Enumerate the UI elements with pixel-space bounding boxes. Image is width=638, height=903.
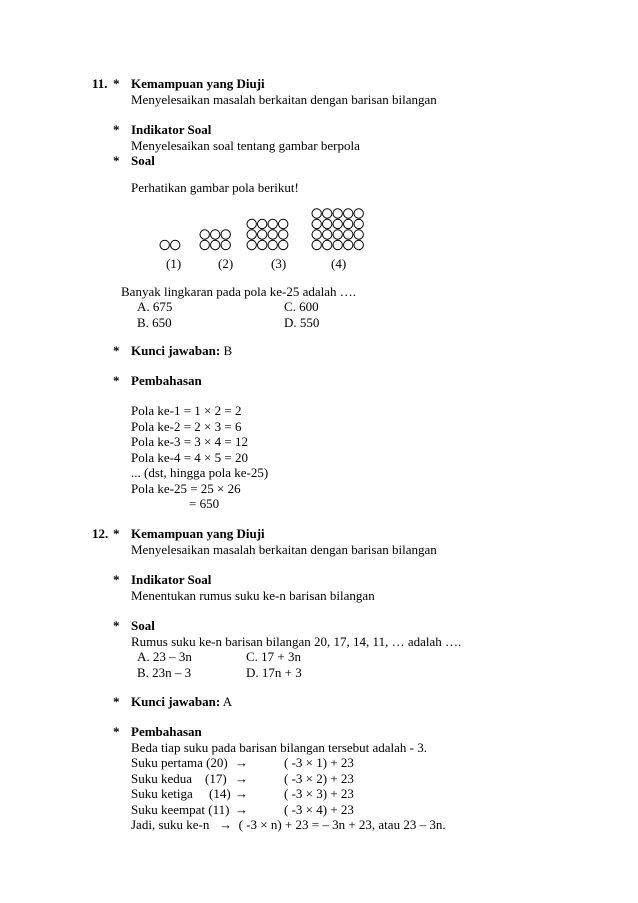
q11-bullet-soal: *	[113, 153, 120, 168]
pattern-4-circle	[312, 240, 321, 249]
q12-bullet-soal: *	[113, 618, 120, 633]
q12-row-1-label: Suku pertama (20)	[131, 755, 228, 770]
q12-bullet-indikator: *	[113, 572, 120, 587]
pattern-4-circle	[354, 230, 363, 239]
figure-label-2: (2)	[218, 256, 234, 271]
pattern-4-circle	[312, 209, 321, 218]
pattern-3-circle	[258, 219, 267, 228]
q11-option-b: B. 650	[137, 315, 172, 330]
pattern-3-circle	[268, 219, 277, 228]
q11-pembahasan-line-3: Pola ke-3 = 3 × 4 = 12	[131, 434, 248, 449]
q11-kemampuan-label: Kemampuan yang Diuji	[131, 76, 265, 91]
pattern-4-circle	[333, 230, 342, 239]
q11-indikator-label: Indikator Soal	[131, 122, 212, 137]
q11-pembahasan-line-4: Pola ke-4 = 4 × 5 = 20	[131, 450, 248, 465]
q12-row-3-expr: ( -3 × 3) + 23	[284, 786, 354, 801]
pattern-3-circle	[258, 240, 267, 249]
q11-pembahasan-line-1: Pola ke-1 = 1 × 2 = 2	[131, 403, 242, 418]
q11-pembahasan-label: Pembahasan	[131, 373, 202, 388]
q11-option-a: A. 675	[137, 299, 173, 314]
q12-indikator-text: Menentukan rumus suku ke-n barisan bilangan	[131, 588, 375, 603]
pattern-4-circle	[354, 209, 363, 218]
pattern-3-circle	[268, 230, 277, 239]
pattern-3-circle	[247, 219, 256, 228]
q12-row-1-arrow: →	[235, 755, 248, 770]
pattern-3-circle	[279, 240, 288, 249]
q11-kunci	[131, 343, 232, 358]
circle-pattern-svg	[150, 200, 390, 260]
pattern-3-circle	[258, 230, 267, 239]
q12-row-1-expr: ( -3 × 1) + 23	[284, 755, 354, 770]
pattern-4-circle	[323, 230, 332, 239]
q12-pembahasan-label: Pembahasan	[131, 724, 202, 739]
q11-number: 11.	[92, 76, 108, 91]
q12-number: 12.	[92, 526, 109, 541]
pattern-2-circle	[200, 230, 209, 239]
pattern-2-circle	[221, 240, 230, 249]
pattern-2-circle	[211, 240, 220, 249]
pattern-4-circle	[333, 219, 342, 228]
q11-pembahasan-line-6: Pola ke-25 = 25 × 26	[131, 481, 241, 496]
figure-label-4: (4)	[331, 256, 347, 271]
pattern-4-circle	[344, 230, 353, 239]
q12-row-4-arrow: →	[235, 802, 248, 817]
pattern-4-circle	[323, 209, 332, 218]
q11-bullet-kemampuan: *	[113, 76, 120, 91]
pattern-3-circle	[279, 230, 288, 239]
q12-question: Rumus suku ke-n barisan bilangan 20, 17, 14, 11, … adalah ….	[131, 634, 462, 649]
pattern-2-circle	[221, 230, 230, 239]
pattern-4-circle	[344, 240, 353, 249]
pattern-3-circle	[247, 240, 256, 249]
pattern-4-circle	[323, 219, 332, 228]
q12-kunci-value: A	[222, 694, 233, 709]
q12-kemampuan-text: Menyelesaikan masalah berkaitan dengan barisan bilangan	[131, 542, 437, 557]
pattern-4-circle	[323, 240, 332, 249]
q12-kemampuan-label: Kemampuan yang Diuji	[131, 526, 265, 541]
pattern-2-circle	[211, 230, 220, 239]
pattern-3-circle	[268, 240, 277, 249]
q11-option-c: C. 600	[284, 299, 319, 314]
pattern-4-circle	[333, 240, 342, 249]
q12-bullet-kunci: *	[113, 694, 120, 709]
q12-beda-line: Beda tiap suku pada barisan bilangan tersebut adalah - 3.	[131, 740, 428, 755]
q12-option-c: C. 17 + 3n	[246, 649, 302, 664]
q12-row-2-label: Suku kedua (17)	[131, 771, 227, 786]
q11-bullet-kunci: *	[113, 343, 120, 358]
q11-kunci-label: Kunci jawaban:	[131, 343, 221, 358]
q12-row-2-expr: ( -3 × 2) + 23	[284, 771, 354, 786]
q11-soal-label: Soal	[131, 153, 155, 168]
q11-option-d: D. 550	[284, 315, 320, 330]
q12-row-2-arrow: →	[235, 771, 248, 786]
q12-kunci	[131, 694, 232, 709]
q11-pembahasan-line-5: ... (dst, hingga pola ke-25)	[131, 465, 269, 480]
pattern-1-circle	[160, 240, 169, 249]
q12-option-b: B. 23n – 3	[137, 665, 192, 680]
pattern-4-circle	[312, 219, 321, 228]
q11-kunci-value: B	[223, 343, 233, 358]
q11-bullet-indikator: *	[113, 122, 120, 137]
q12-bullet-kemampuan: *	[113, 526, 120, 541]
pattern-1-circle	[171, 240, 180, 249]
q12-row-4-label: Suku keempat (11)	[131, 802, 230, 817]
q11-kemampuan-text: Menyelesaikan masalah berkaitan dengan barisan bilangan	[131, 92, 437, 107]
q11-soal-intro: Perhatikan gambar pola berikut!	[131, 180, 299, 195]
figure-label-1: (1)	[166, 256, 182, 271]
q11-pembahasan-line-2: Pola ke-2 = 2 × 3 = 6	[131, 419, 242, 434]
pattern-4-circle	[354, 219, 363, 228]
q11-pembahasan-line-7: = 650	[189, 496, 220, 511]
q12-bullet-pembahasan: *	[113, 724, 120, 739]
pattern-4-circle	[344, 209, 353, 218]
pattern-4-circle	[312, 230, 321, 239]
q11-question: Banyak lingkaran pada pola ke-25 adalah ….	[121, 284, 356, 299]
q12-kunci-label: Kunci jawaban:	[131, 694, 221, 709]
q11-bullet-pembahasan: *	[113, 373, 120, 388]
q12-option-a: A. 23 – 3n	[137, 649, 192, 664]
q12-final-line: Jadi, suku ke-n → ( -3 × n) + 23 = – 3n + 23, atau 23 – 3n.	[131, 817, 446, 832]
q12-row-4-expr: ( -3 × 4) + 23	[284, 802, 354, 817]
q12-soal-label: Soal	[131, 618, 155, 633]
pattern-2-circle	[200, 240, 209, 249]
q12-row-3-arrow: →	[235, 786, 248, 801]
q12-option-d: D. 17n + 3	[246, 665, 302, 680]
q11-indikator-text: Menyelesaikan soal tentang gambar berpola	[131, 138, 360, 153]
circle-pattern-figure	[150, 200, 390, 260]
pattern-4-circle	[333, 209, 342, 218]
q12-indikator-label: Indikator Soal	[131, 572, 212, 587]
pattern-3-circle	[279, 219, 288, 228]
pattern-4-circle	[354, 240, 363, 249]
figure-label-3: (3)	[271, 256, 287, 271]
q12-row-3-label: Suku ketiga (14)	[131, 786, 231, 801]
pattern-3-circle	[247, 230, 256, 239]
pattern-4-circle	[344, 219, 353, 228]
